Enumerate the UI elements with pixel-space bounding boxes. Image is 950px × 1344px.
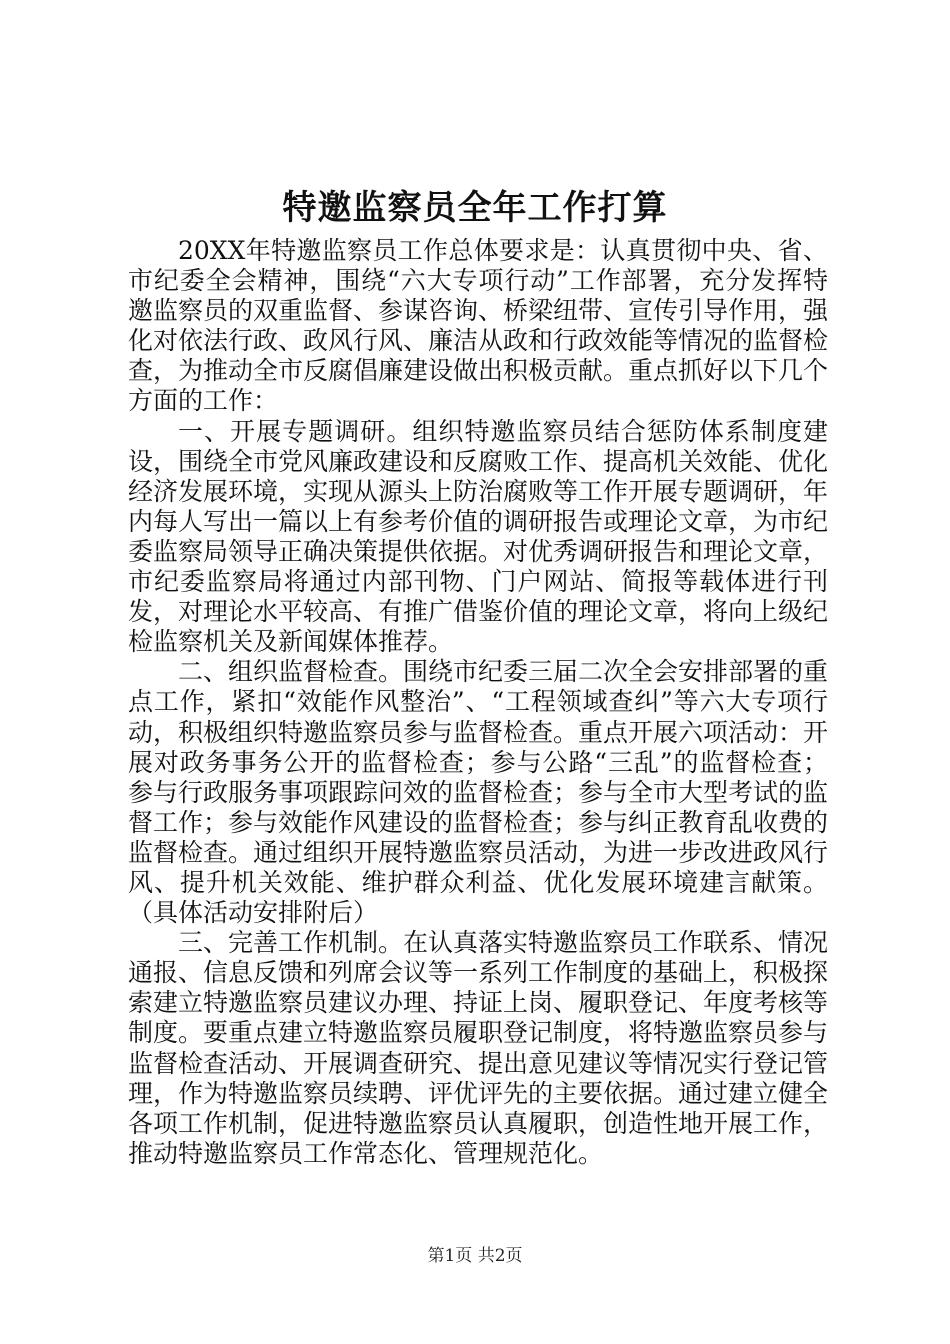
paragraph-section-3: 三、完善工作机制。在认真落实特邀监察员工作联系、情况通报、信息反馈和列席会议等一系列工作制度的基础上，积极探索建立特邀监察员建议办理、持证上岗、履职登记、年度考核等制度。要重点建立特邀监察员履职登记制度，将特邀监察员参与监督检查活动、开展调查研究、提出意见建议等情况实行登记管理，作为特邀监察员续聘、评优评先的主要依据。通过建立健全各项工作机制，促进特邀监察员认真履职，创造性地开展工作，推动特邀监察员工作常态化、管理规范化。: [128, 928, 829, 1168]
paragraph-section-1: 一、开展专题调研。组织特邀监察员结合惩防体系制度建设，围绕全市党风廉政建设和反腐败工作、提高机关效能、优化经济发展环境，实现从源头上防治腐败等工作开展专题调研，年内每人写出一篇以上有参考价值的调研报告或理论文章，为市纪委监察局领导正确决策提供依据。对优秀调研报告和理论文章，市纪委监察局将通过内部刊物、门户网站、简报等载体进行刊发，对理论水平较高、有推广借鉴价值的理论文章，将向上级纪检监察机关及新闻媒体推荐。: [128, 416, 829, 657]
document-body: [128, 236, 828, 1169]
document-title: 特邀监察员全年工作打算: [282, 188, 668, 228]
paragraph-section-2: 二、组织监督检查。围绕市纪委三届二次全会安排部署的重点工作，紧扣“效能作风整治”、“工程领域查纠”等六大专项行动，积极组织特邀监察员参与监督检查。重点开展六项活动：开展对政务事务公开的监督检查；参与公路“三乱”的监督检查；参与行政服务事项跟踪问效的监督检查；参与全市大型考试的监督工作；参与效能作风建设的监督检查；参与纠正教育乱收费的监督检查。通过组织开展特邀监察员活动，为进一步改进政风行风、提升机关效能、维护群众利益、优化发展环境建言献策。（具体活动安排附后）: [128, 657, 829, 928]
paragraph-intro: 20XX年特邀监察员工作总体要求是：认真贯彻中央、省、市纪委全会精神，围绕“六大专项行动”工作部署，充分发挥特邀监察员的双重监督、参谋咨询、桥梁纽带、宣传引导作用，强化对依法行政、政风行风、廉洁从政和行政效能等情况的监督检查，为推动全市反腐倡廉建设做出积极贡献。重点抓好以下几个方面的工作：: [128, 236, 829, 416]
page-footer: 第1页 共2页: [427, 1246, 523, 1266]
